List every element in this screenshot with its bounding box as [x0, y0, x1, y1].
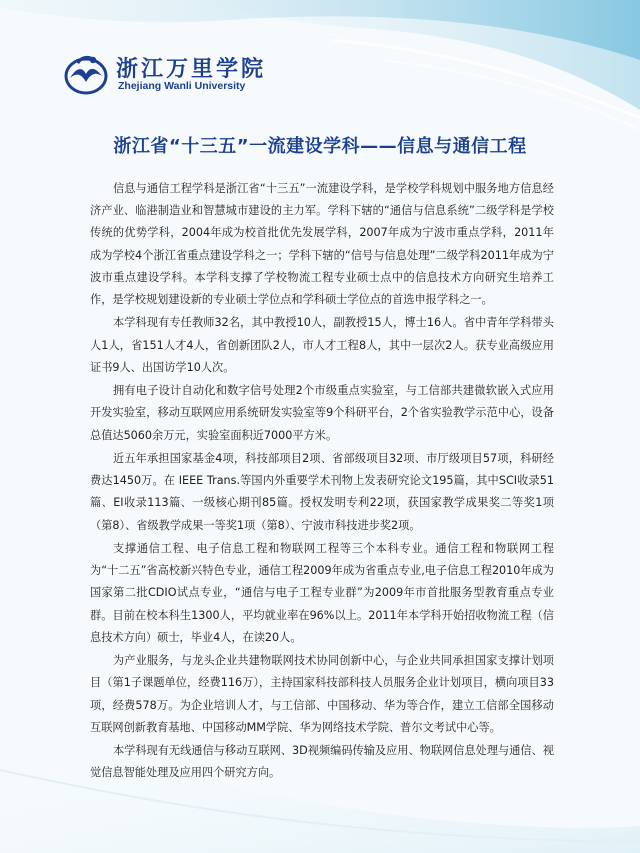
page-title: 浙江省“十三五”一流建设学科——信息与通信工程	[113, 136, 527, 157]
university-logo	[62, 50, 282, 100]
paragraph-faculty: 本学科现有专任教师32名，其中教授10人，副教授15人，博士16人。省中青年学科带头人1人，省151人才4人，省创新团队2人，市人才工程8人，其中一层次2人。获专业高级应用证书9人、出国访学10人次。	[90, 316, 554, 374]
paragraph-research-output: 近五年承担国家基金4项，科技部项目2项、省部级项目32项、市厅级项目57项，科研经费达1450万。在 IEEE Trans.等国内外重要学术刊物上发表研究论文195篇，其中SCI收录51篇、EI收录113篇、一级核心期刊85篇。授权发明专利22项，获国家教学成果奖二等奖1项（第8）、省级教学成果一等奖1项（第8）、宁波市科技进步奖2项。	[90, 452, 554, 532]
university-name-english: Zhejiang Wanli University	[118, 80, 246, 92]
paragraph-research-directions: 本学科现有无线通信与移动互联网、3D视频编码传输及应用、物联网信息处理与通信、视觉信息智能处理及应用四个研究方向。	[90, 744, 554, 780]
paragraph-majors: 支撑通信工程、电子信息工程和物联网工程等三个本科专业。通信工程和物联网工程为“十二五”省高校新兴特色专业，通信工程2009年成为省重点专业,电子信息工程2010年成为国家第二批CDIO试点专业，“通信与电子工程专业群”为2009年市首批服务型教育重点专业群。目前在校本科生1300人，平均就业率在96%以上。2011年本学科开始招收物流工程（信息技术方向）硕士，毕业4人，在读20人。	[90, 542, 554, 644]
body-text	[90, 178, 554, 786]
university-emblem-icon	[62, 50, 110, 98]
university-name-chinese: 浙江万里学院	[116, 56, 267, 82]
paragraph-industry: 为产业服务，与龙头企业共建物联网技术协同创新中心，与企业共同承担国家支撑计划项目（第1子课题单位，经费116万），主持国家科技部科技人员服务企业计划项目，横向项目33项，经费578万。为企业培训人才，与工信部、中国移动、华为等合作，建立工信部全国移动互联网创新教育基地、中国移动MM学院、华为网络技术学院、普尔文考试中心等。	[90, 654, 554, 734]
paragraph-intro: 信息与通信工程学科是浙江省“十三五”一流建设学科，是学校学科规划中服务地方信息经济产业、临港制造业和智慧城市建设的主力军。学科下辖的“通信与信息系统”二级学科是学校传统的优势学科，2004年成为校首批优先发展学科，2007年成为宁波市重点学科，2011年成为学校4个浙江省重点建设学科之一；学科下辖的“信号与信息处理”二级学科2011年成为宁波市重点建设学科。本学科支撑了学校物流工程专业硕士点中的信息技术方向研究生培养工作，是学校规划建设新的专业硕士学位点和学科硕士学位点的首选申报学科之一。	[90, 182, 554, 307]
paragraph-labs: 拥有电子设计自动化和数字信号处理2个市级重点实验室，与工信部共建微软嵌入式应用开发实验室，移动互联网应用系统研发实验室等9个科研平台，2个省实验教学示范中心，设备总值达5060余万元，实验室面积近7000平方米。	[90, 384, 554, 442]
